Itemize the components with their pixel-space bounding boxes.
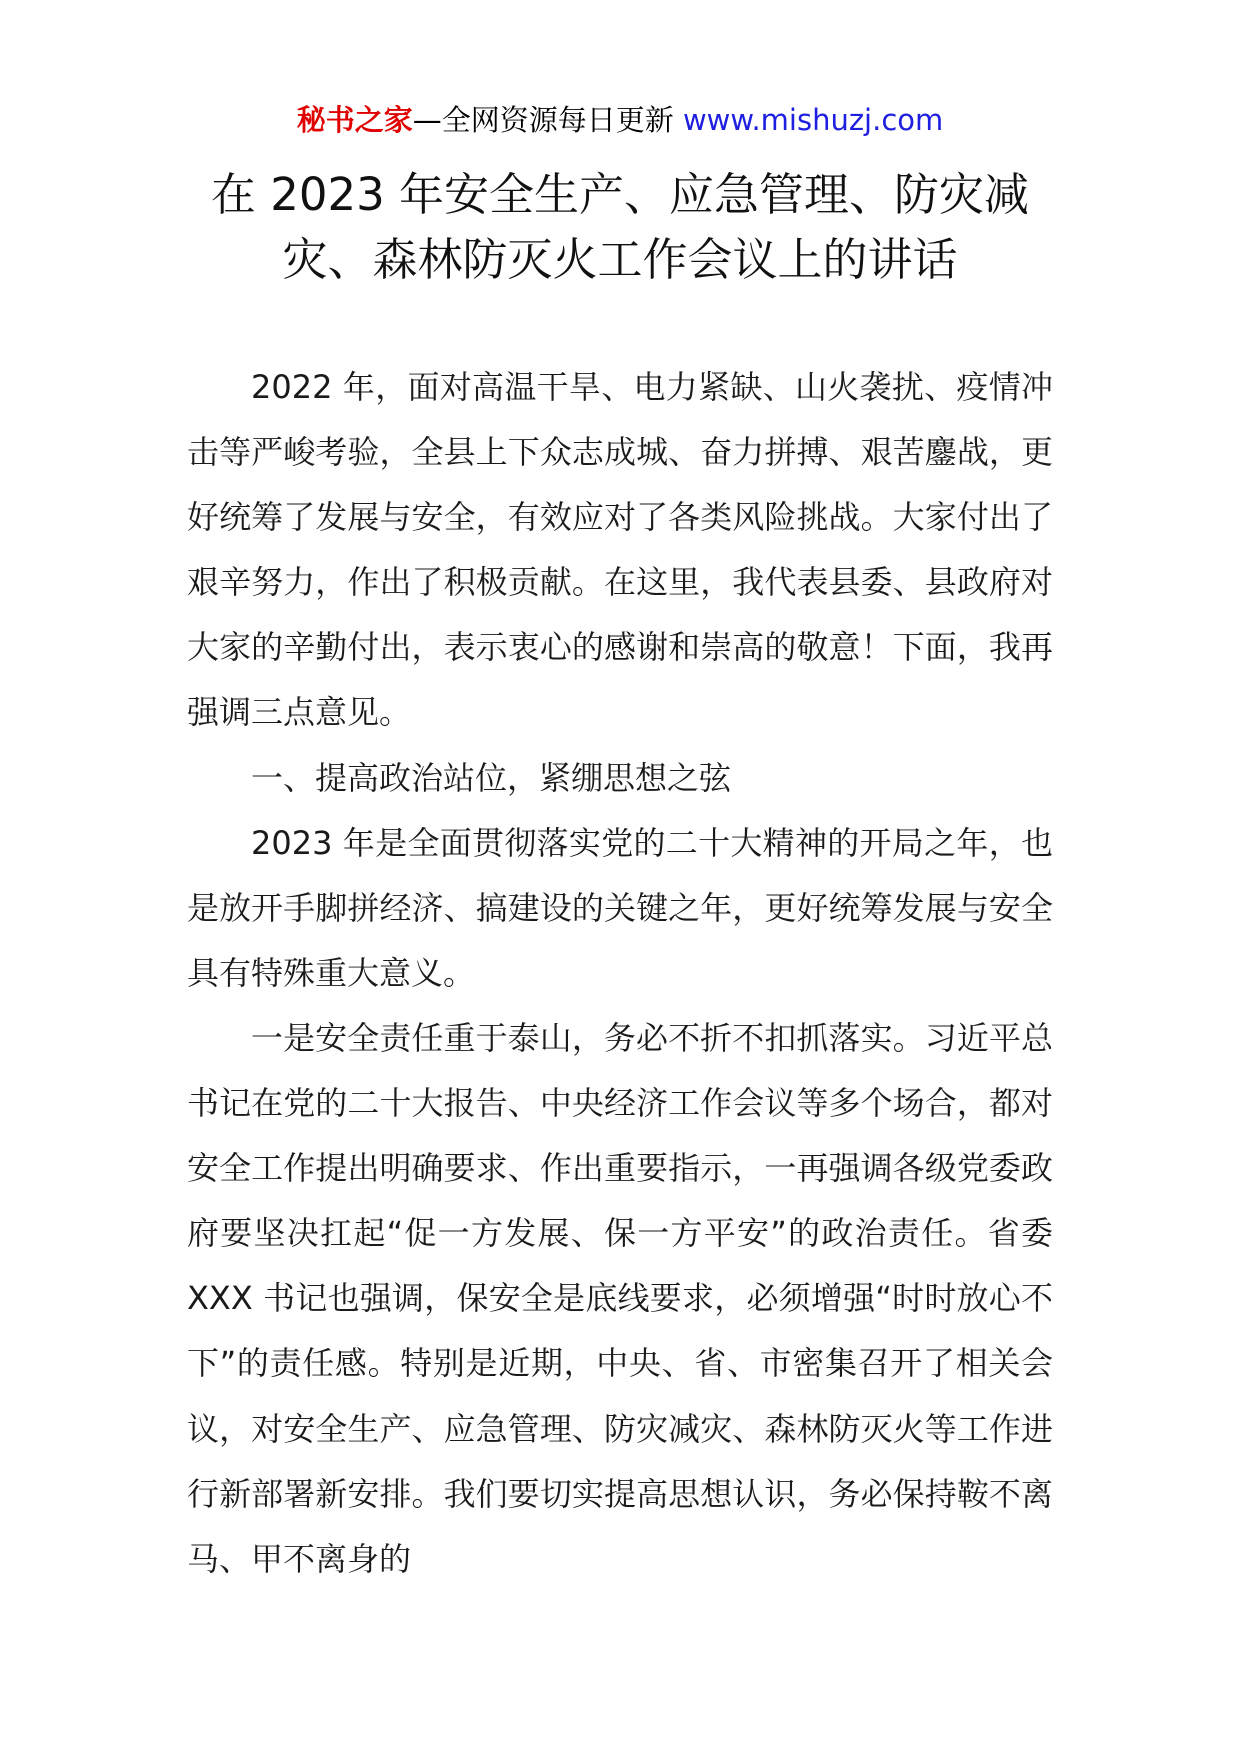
title-line-1: 在 2023 年安全生产、应急管理、防灾减 bbox=[210, 168, 1030, 221]
section-heading-1: 一、提高政治站位，紧绷思想之弦 bbox=[251, 758, 732, 797]
paragraph-responsibility: 一是安全责任重于泰山，务必不折不扣抓落实。习近平总书记在党的二十大报告、中央经济工作会议等多个场合，都对安全工作提出明确要求、作出重要指示，一再强调各级党委政府要坚决扛起“促一方发展、保一方平安”的政治责任。省委 XXX 书记也强调，保安全是底线要求，必须增强“时时放心不下”的责任感。特别是近期，中央、省、市密集召开了相关会议，对安全生产、应急管理、防灾减灾、森林防灭火等工作进行新部署新安排。我们要切实提高思想认识，务必保持鞍不离马、甲不离身的 bbox=[187, 1018, 1053, 1578]
document-title bbox=[0, 162, 1240, 292]
document-body bbox=[187, 355, 1053, 1592]
title-line-2: 灾、森林防灭火工作会议上的讲话 bbox=[282, 233, 958, 286]
paragraph-2023: 2023 年是全面贯彻落实党的二十大精神的开局之年，也是放开手脚拼经济、搞建设的关键之年，更好统筹发展与安全具有特殊重大意义。 bbox=[187, 823, 1053, 992]
site-banner bbox=[0, 100, 1240, 140]
banner-tagline: —全网资源每日更新 bbox=[412, 103, 683, 137]
paragraph-intro: 2022 年，面对高温干旱、电力紧缺、山火袭扰、疫情冲击等严峻考验，全县上下众志成城、奋力拼搏、艰苦鏖战，更好统筹了发展与安全，有效应对了各类风险挑战。大家付出了艰辛努力，作出了积极贡献。在这里，我代表县委、县政府对大家的辛勤付出，表示衷心的感谢和崇高的敬意！下面，我再强调三点意见。 bbox=[187, 368, 1053, 732]
banner-url-link[interactable]: www.mishuzj.com bbox=[682, 103, 944, 137]
brand-name: 秘书之家 bbox=[296, 103, 413, 137]
